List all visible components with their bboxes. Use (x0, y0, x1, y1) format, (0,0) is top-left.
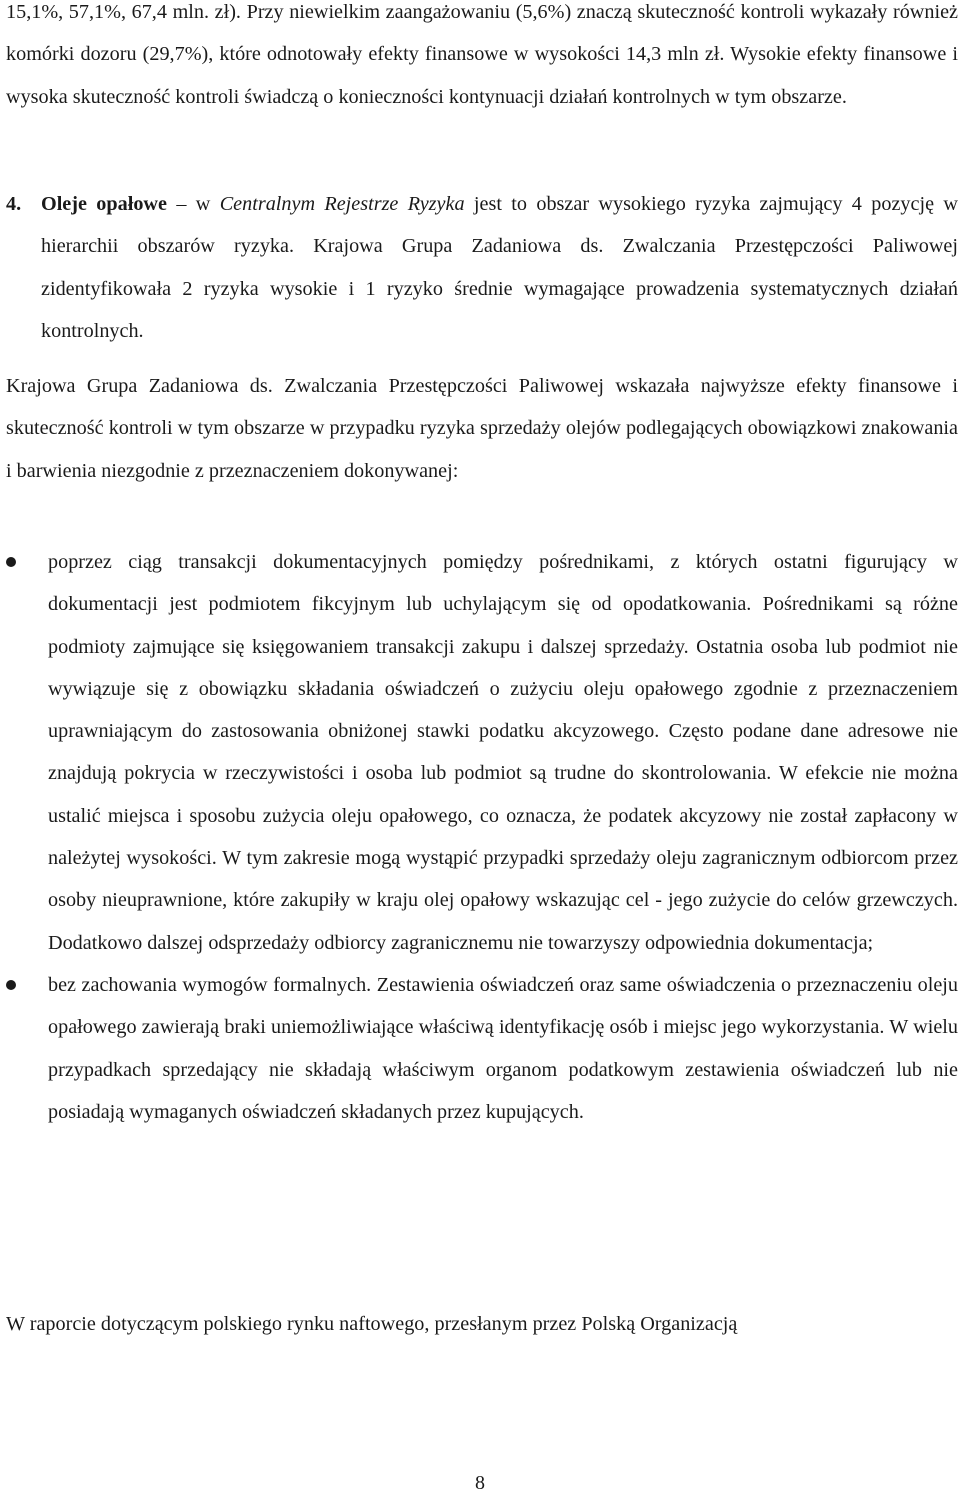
item-text: jest to obszar wysokiego ryzyka zajmujący 4 pozycję w hierarchii obszarów ryzyka. Krajowa Grupa Zadaniowa ds. Zwalczania Przestępczości Paliwowej zidentyfikowała 2 ryzyka wysokie i 1 ryzyko średnie wymagające prowadzenia systematycznych działań kontrolnych. (41, 193, 958, 342)
bullet-item-2 (6, 964, 958, 1133)
bullet-icon (6, 557, 16, 567)
bullet-item-1 (6, 541, 958, 964)
bullet-list (6, 541, 958, 1133)
item-number: 4. (6, 193, 22, 215)
page-number: 8 (475, 1472, 485, 1494)
bullet-icon (6, 980, 16, 990)
paragraph-task-force: Krajowa Grupa Zadaniowa ds. Zwalczania Przestępczości Paliwowej wskazała najwyższe efekty finansowe i skuteczność kontroli w tym obszarze w przypadku ryzyka sprzedaży olejów podlegających obowiązkowi znakowania i barwienia niezgodnie z przeznaczeniem dokonywanej: (6, 375, 958, 482)
bullet-text: bez zachowania wymogów formalnych. Zestawienia oświadczeń oraz same oświadczenia o przeznaczeniu oleju opałowego zawierają braki uniemożliwiające właściwą identyfikację osób i miejsc jego wykorzystania. W wielu przypadkach sprzedający nie składają właściwym organom podatkowym zestawienia oświadczeń lub nie posiadają wymaganych oświadczeń składanych przez kupujących. (48, 973, 958, 1123)
item-dash: – w (166, 193, 220, 215)
numbered-item-4 (6, 183, 958, 352)
bullet-text: poprzez ciąg transakcji dokumentacyjnych pomiędzy pośrednikami, z których ostatni figurujący w dokumentacji jest podmiotem fikcyjnym lub uchylającym się od opodatkowania. Pośrednikami są różne podmioty zajmujące się księgowaniem transakcji zakupu i dalszej sprzedaży. Ostatnia osoba lub podmiot nie wywiązuje się z obowiązku składania oświadczeń o zużyciu oleju opałowego zgodnie z przeznaczeniem uprawniającym do zastosowania obniżonej stawki podatku akcyzowego. Często podane dane adresowe nie znajdują pokrycia w rzeczywistości i osoba lub podmiot są trudne do skontrolowania. W efekcie nie można ustalić miejsca i sposobu zużycia oleju opałowego, co oznacza, że podatek akcyzowy nie został zapłacony w należytej wysokości. W tym zakresie mogą wystąpić przypadki sprzedaży oleju zagranicznym odbiorcom przez osoby nieuprawnione, które zakupiły w kraju olej opałowy wskazując cel - jego zużycie do celów grzewczych. Dodatkowo dalszej odsprzedaży odbiorcy zagranicznemu nie towarzyszy odpowiednia dokumentacja; (48, 551, 958, 954)
item-title: Oleje opałowe (41, 193, 167, 215)
paragraph-report: W raporcie dotyczącym polskiego rynku naftowego, przesłanym przez Polską Organizacją (6, 1313, 738, 1335)
item-body (6, 183, 958, 352)
paragraph-intro: 15,1%, 57,1%, 67,4 mln. zł). Przy niewielkim zaangażowaniu (5,6%) znaczą skuteczność kontroli wykazały również komórki dozoru (29,7%), które odnotowały efekty finansowe w wysokości 14,3 mln zł. Wysokie efekty finansowe i wysoka skuteczność kontroli świadczą o konieczności kontynuacji działań kontrolnych w tym obszarze. (6, 1, 958, 108)
registry-name: Centralnym Rejestrze Ryzyka (219, 193, 465, 215)
